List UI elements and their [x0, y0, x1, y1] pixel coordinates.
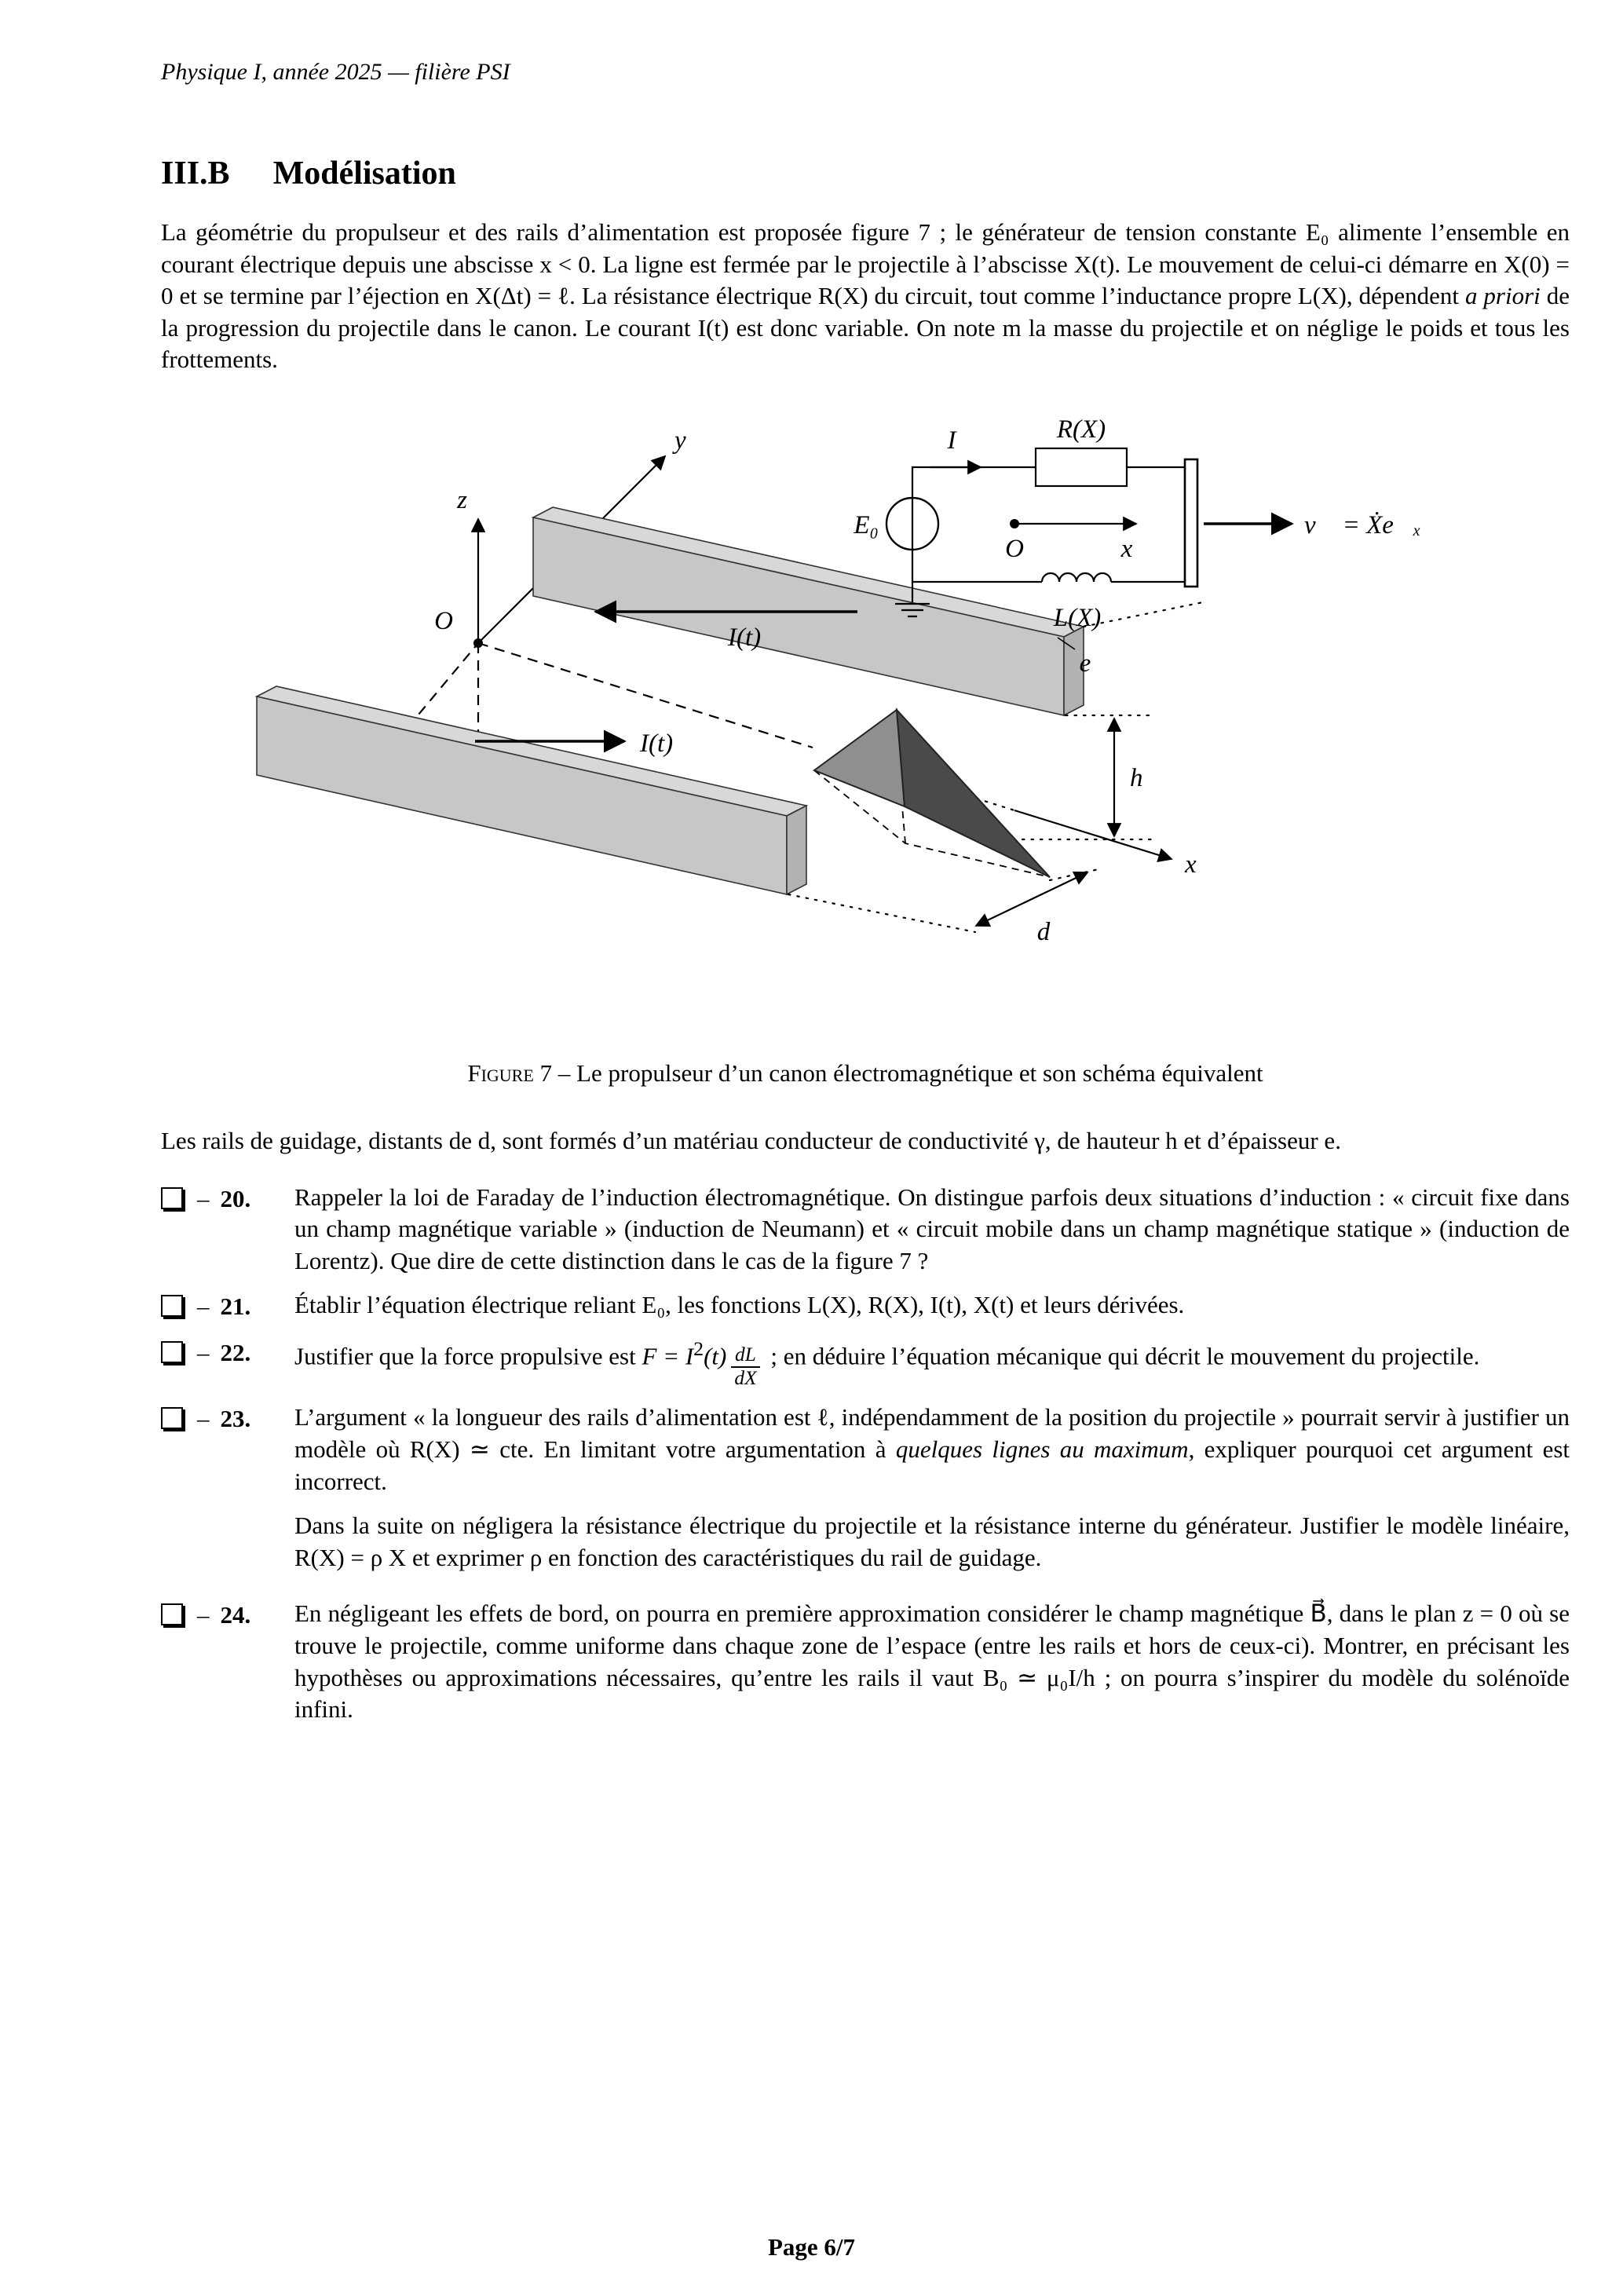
question-21: [161, 1289, 1570, 1323]
question-24-text: En négligeant les effets de bord, on pourra en première approximation considérer le champ magnétique B⃗, dans le plan z = 0 où se trouve le projectile, comme uniforme dans chaque zone de l’espace (entre les rails et hors de ceux-ci). Montrer, en précisant les hypothèses ou approximations nécessaires, qu’entre les rails il vaut B₀ ≃ μ₀I/h ; on pourra s’inspirer du modèle du solénoïde infini.: [294, 1600, 1570, 1724]
circuit-x-label: x: [1120, 535, 1133, 564]
intro-text-1: La géométrie du propulseur et des rails d’alimentation est proposée figure 7 ; le générateur de tension constante E₀ alimente l’ensemble en courant électrique depuis une abscisse x < 0. La ligne est fermée par le projectile à l’abscisse X(t). Le mouvement de celui-ci démarre en X(0) = 0 et se termine par l’éjection en X(Δt) = ℓ. La résistance électrique R(X) du circuit, tout comme l’inductance propre L(X), dépendent: [161, 218, 1570, 310]
question-20-text: Rappeler la loi de Faraday de l’induction électromagnétique. On distingue parfois deux situations d’induction : « circuit fixe dans un champ magnétique variable » (induction de Neumann) et « circuit mobile dans un champ magnétique statique » (induction de Lorentz). Que dire de cette distinction dans le cas de la figure 7 ?: [294, 1183, 1570, 1274]
question-number: 22.: [220, 1339, 251, 1367]
q22-fraction-numerator: dL: [735, 1344, 756, 1366]
question-number: 20.: [220, 1184, 251, 1212]
question-20: [161, 1182, 1570, 1278]
e0-label: E₀: [854, 511, 879, 540]
question-23-text: [294, 1402, 1570, 1497]
question-dash: –: [197, 1184, 210, 1212]
circuit-current-label: I: [947, 426, 956, 455]
q22-fraction-denominator: dX: [731, 1366, 759, 1389]
velocity-label: v⃗ = Ẋe⃗ₓ: [1304, 511, 1421, 540]
question-number: 24.: [220, 1601, 251, 1629]
d-guide-left: [788, 894, 975, 932]
question-dash: –: [197, 1601, 210, 1629]
question-21-marker: [161, 1289, 294, 1323]
bottom-rail: [257, 686, 806, 894]
section-heading: [161, 155, 1570, 192]
question-22: [161, 1336, 1570, 1389]
question-22-marker: [161, 1336, 294, 1389]
checkbox-icon: [161, 1295, 183, 1317]
checkbox-icon: [161, 1341, 183, 1363]
current-top-label: I(t): [728, 623, 762, 653]
inductor-label: L(X): [1053, 604, 1102, 633]
checkbox-icon: [161, 1407, 183, 1429]
caption-dash: –: [557, 1059, 571, 1088]
checkbox-icon: [161, 1603, 183, 1625]
page-header: Physique I, année 2025 — filière PSI: [161, 59, 510, 85]
origin-label: O: [434, 607, 453, 636]
question-23-note: Dans la suite on négligera la résistance électrique du projectile et la résistance interne du générateur. Justifier le modèle linéaire, R(X) = ρ X et exprimer ρ en fonction des caractéristiques du rail de guidage.: [294, 1512, 1570, 1571]
q23-text-2: , expliquer pourquoi cet argument est incorrect.: [294, 1435, 1570, 1495]
rails-paragraph: Les rails de guidage, distants de d, sont formés d’un matériau conducteur de conductivité γ, de hauteur h et d’épaisseur e.: [161, 1127, 1341, 1155]
section-title: Modélisation: [272, 155, 456, 192]
question-20-marker: [161, 1182, 294, 1278]
question-dash: –: [197, 1292, 210, 1321]
question-24: [161, 1598, 1570, 1725]
q22-exponent: 2: [693, 1337, 704, 1361]
circuit-origin-label: O: [1005, 535, 1024, 564]
resistor-label: R(X): [1056, 415, 1106, 444]
intro-text-2: de la progression du projectile dans le canon. Le courant I(t) est donc variable. On note m la masse du projectile et on néglige le poids et tous les frottements.: [161, 282, 1570, 374]
bottom-rail-end-face: [787, 806, 806, 894]
current-bottom-label: I(t): [640, 729, 674, 759]
projectile-top-face: [897, 710, 1050, 877]
z-axis-label: z: [457, 486, 467, 515]
caption-label: Figure 7: [467, 1059, 553, 1088]
q23-text-1: L’argument « la longueur des rails d’alimentation est ℓ, indépendamment de la position du projectile » pourrait servir à justifier un modèle où R(X) ≃ cte. En limitant votre argumentation à: [294, 1403, 1570, 1463]
projectile-left-face: [814, 710, 905, 806]
e-label: e: [1079, 649, 1091, 678]
page-footer: Page 6/7: [767, 2233, 856, 2261]
q22-text-2: ; en déduire l’équation mécanique qui décrit le mouvement du projectile.: [764, 1342, 1480, 1370]
resistor-box: [1036, 448, 1127, 486]
q22-fraction: [731, 1344, 759, 1389]
q22-formula-1: F = I: [642, 1342, 694, 1370]
question-number: 23.: [220, 1405, 251, 1433]
e-guide-dotted: [1084, 602, 1203, 627]
q22-formula-2: (t): [704, 1342, 727, 1370]
intro-italic: a priori: [1464, 282, 1541, 310]
checkbox-icon: [161, 1187, 183, 1209]
q22-text-1: Justifier que la force propulsive est: [294, 1342, 642, 1370]
inductor-coil: [1042, 573, 1111, 582]
figure-7: [161, 415, 1570, 1044]
question-list: [161, 1182, 1570, 1726]
d-measure-line: [976, 872, 1087, 926]
question-23-marker: [161, 1402, 294, 1497]
question-22-text: [294, 1336, 1570, 1389]
intro-paragraph: [161, 217, 1570, 376]
question-number: 21.: [220, 1292, 251, 1321]
question-dash: –: [197, 1405, 210, 1433]
projectile: [814, 710, 1050, 877]
question-23: [161, 1402, 1570, 1497]
figure-7-diagram: [225, 415, 1505, 1044]
section-number: III.B: [161, 155, 230, 192]
d-label: d: [1036, 918, 1051, 947]
y-axis-label: y: [674, 426, 686, 455]
x-axis: [1014, 810, 1172, 859]
q23-italic: quelques lignes au maximum: [895, 1435, 1189, 1463]
question-dash: –: [197, 1339, 210, 1367]
circuit-projectile-bar: [1185, 459, 1197, 587]
question-24-marker: [161, 1598, 294, 1725]
figure-caption: [161, 1059, 1570, 1088]
x-axis-label: x: [1185, 850, 1197, 879]
question-21-text: Établir l’équation électrique reliant E₀, les fonctions L(X), R(X), I(t), X(t) et leurs dérivées.: [294, 1291, 1185, 1319]
caption-text: Le propulseur d’un canon électromagnétique et son schéma équivalent: [576, 1059, 1263, 1088]
rail-3d-view: [257, 426, 1203, 946]
h-label: h: [1130, 764, 1143, 793]
